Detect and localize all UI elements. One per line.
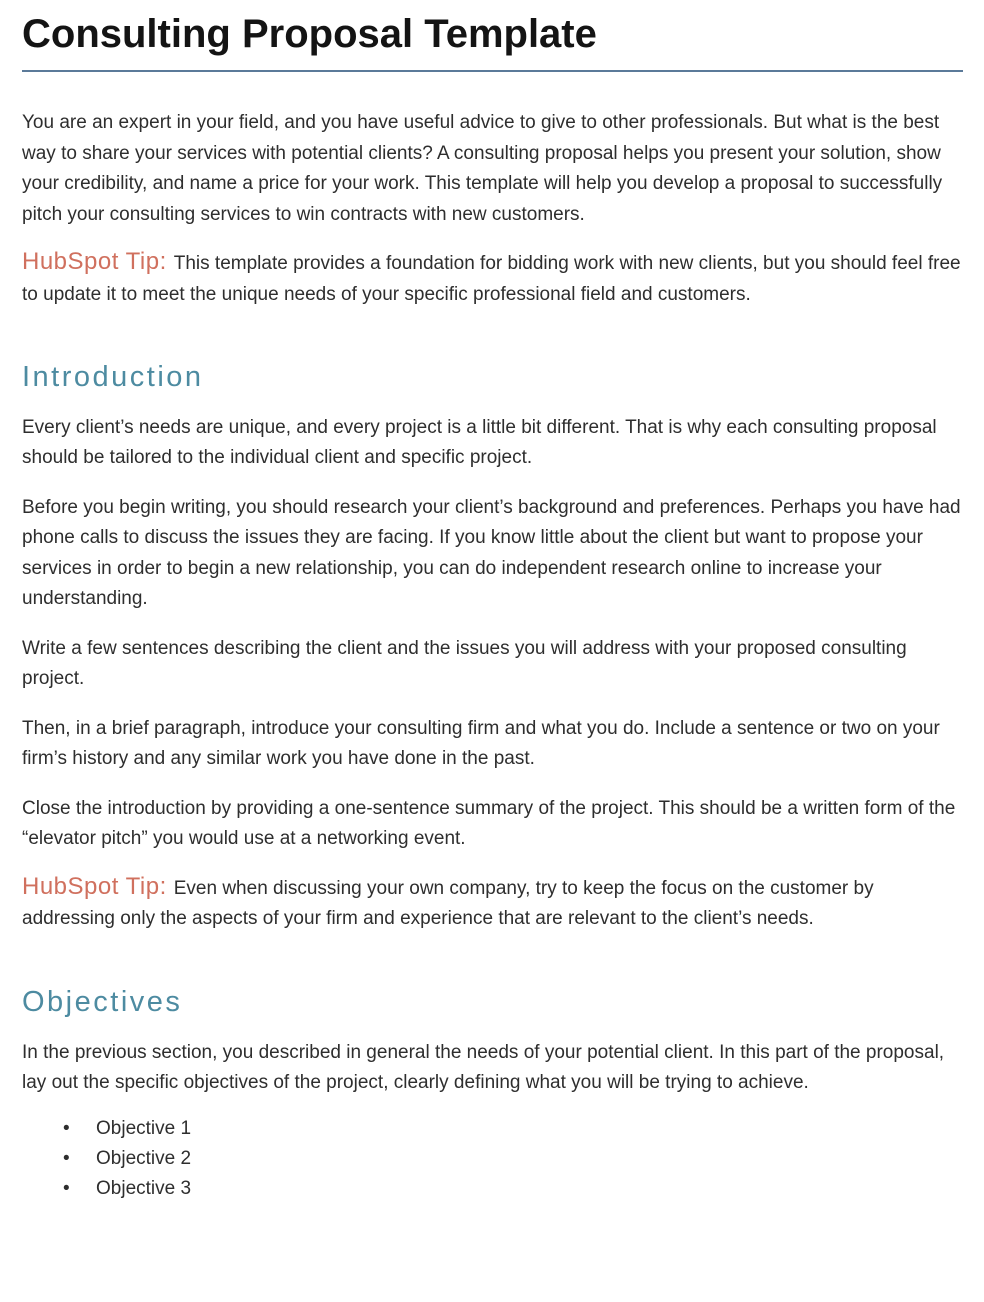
introduction-paragraph-1: Every client’s needs are unique, and every project is a little bit different. That is why each consulting proposal should be tailored to the individual client and specific project. xyxy=(22,416,937,469)
list-item-label: Objective 2 xyxy=(96,1147,192,1169)
hubspot-tip-1 xyxy=(22,249,963,310)
hubspot-tip-label: HubSpot Tip: xyxy=(22,872,167,900)
introduction-paragraph-5: Close the introduction by providing a one-sentence summary of the project. This should be a written form of the “elevator pitch” you would use at a networking event. xyxy=(22,797,956,850)
hubspot-tip-label: HubSpot Tip: xyxy=(22,248,167,275)
section-heading-objectives: Objectives xyxy=(22,985,183,1018)
hubspot-tip-2 xyxy=(22,874,963,935)
bullet-icon: • xyxy=(63,1117,70,1139)
bullet-icon: • xyxy=(63,1147,70,1169)
introduction-paragraph-3: Write a few sentences describing the client and the issues you will address with your proposed consulting project. xyxy=(22,637,907,690)
list-item-label: Objective 1 xyxy=(96,1117,192,1139)
hubspot-tip-1-text: This template provides a foundation for bidding work with new clients, but you should feel free to update it to meet the unique needs of your specific professional field and customers. xyxy=(22,253,961,305)
page-title: Consulting Proposal Template xyxy=(22,12,597,56)
section-heading-introduction: Introduction xyxy=(22,361,204,393)
objectives-paragraph: In the previous section, you described in general the needs of your potential client. In this part of the proposal, lay out the specific objectives of the project, clearly defining what you will be trying to achieve. xyxy=(22,1041,945,1094)
hubspot-tip-2-text: Even when discussing your own company, try to keep the focus on the customer by addressing only the aspects of your firm and experience that are relevant to the client’s needs. xyxy=(22,877,874,930)
introduction-paragraph-4: Then, in a brief paragraph, introduce your consulting firm and what you do. Include a sentence or two on your firm’s history and any similar work you have done in the past. xyxy=(22,717,940,770)
list-item-objective-1 xyxy=(63,1114,963,1144)
introduction-paragraph-2: Before you begin writing, you should research your client’s background and preferences. Perhaps you have had phone calls to discuss the issues they are facing. If you know little about the client but want to propose your services in order to begin a new relationship, you can do independent research online to increase your understanding. xyxy=(22,496,961,610)
bullet-icon: • xyxy=(63,1177,70,1199)
opening-paragraph: You are an expert in your field, and you have useful advice to give to other professionals. But what is the best way to share your services with potential clients? A consulting proposal helps you present your solution, show your credibility, and name a price for your work. This template will help you develop a proposal to successfully pitch your consulting services to win contracts with new customers. xyxy=(22,112,943,225)
list-item-objective-2 xyxy=(63,1144,963,1174)
objectives-list xyxy=(22,1114,963,1204)
list-item-label: Objective 3 xyxy=(96,1177,192,1199)
list-item-objective-3 xyxy=(63,1174,963,1204)
title-underline-rule xyxy=(22,70,963,72)
